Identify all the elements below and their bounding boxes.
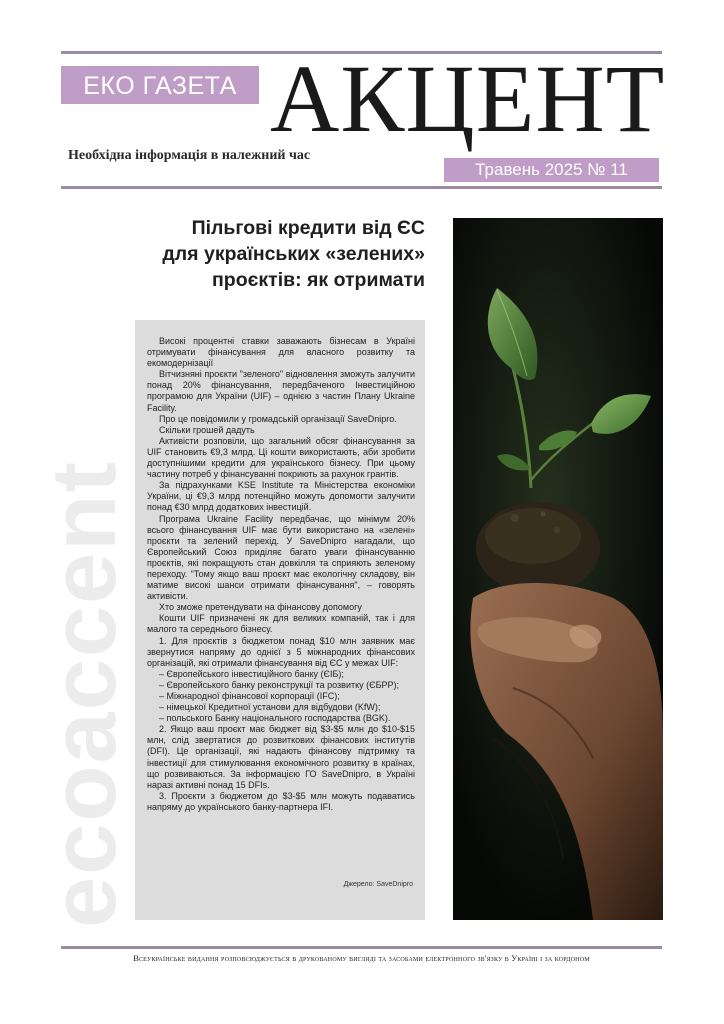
- masthead-title: АКЦЕНТ: [270, 45, 666, 152]
- footer-rule: [61, 946, 662, 949]
- article-paragraph: Вітчизняні проєкти "зеленого" відновлення зможуть залучити понад 20% фінансування, передбаченого Інвестиційною програмою для України (UIF) – однією з частин Плану Ukraine Facility.: [147, 369, 415, 413]
- article-paragraph: Про це повідомили у громадській організації SaveDnipro.: [159, 413, 397, 424]
- article-paragraph: 1. Для проєктів з бюджетом понад $10 млн заявник має звернутися напряму до однієї з 5 міжнародних фінансових організацій, які отримали фінансування від ЄС у межах UIF:: [147, 635, 415, 668]
- article-paragraph: Програма Ukraine Facility передбачає, що мінімум 20% всього фінансування UIF має бути використано на «зелені» проєкти та зелений перехід. У SaveDnipro нагадали, що Європейський Союз приділяє багато уваги фінансуванню проєктів, які покращують стан довкілля та сприяють зеленому переходу. "Тому якщо ваш проєкт має екологічну складову, він матиме високі шанси отримати фінансування", – говорять активісти.: [147, 513, 415, 602]
- header-rule: [61, 186, 662, 189]
- article-paragraph: За підрахунками KSE Institute та Міністерства економіки України, ці €9,3 млрд потенційно можуть допомогти залучити понад €30 млрд додаткових інвестицій.: [147, 480, 415, 513]
- list-item: – Європейського інвестиційного банку (ЄІБ);: [159, 668, 344, 679]
- article-paragraph: Активісти розповіли, що загальний обсяг фінансування за UIF становить €9,3 млрд. Ці кошти використають, аби зробити доступнішими кредити для українського бізнесу. При цьому частину потреб у фінансуванні покриють за рахунок грантів.: [147, 435, 415, 480]
- seedling-in-hand-photo: [453, 218, 663, 920]
- article-subheading: Скільки грошей дадуть: [159, 424, 255, 435]
- eco-gazeta-badge: ЕКО ГАЗЕТА: [61, 66, 259, 104]
- list-item: – польського Банку національного господарства (BGK).: [159, 713, 391, 724]
- source-credit: Джерело: SaveDnipro: [343, 881, 413, 888]
- headline-line: для українських «зелених»: [162, 243, 425, 265]
- article-paragraph: Кошти UIF призначені як для великих компаній, так і для малого та середнього бізнесу.: [147, 613, 415, 635]
- footer-note: Всеукраїнське видання розповсюджується в друкованому вигляді та засобами електронного зв'язку в Україні і за кордоном: [133, 954, 590, 963]
- list-item: – німецької Кредитної установи для відбудови (KfW);: [159, 702, 381, 713]
- list-item: – Міжнародної фінансової корпорації (IFC);: [159, 691, 340, 701]
- article-paragraph: 3. Проєкти з бюджетом до $3-$5 млн можуть подаватись напряму до українського банку-партнера IFI.: [147, 790, 415, 812]
- article-headline: [140, 215, 425, 293]
- article-paragraph: Високі процентні ставки заважають бізнесам в Україні отримувати фінансування для власного розвитку та екомодернізації: [147, 336, 415, 369]
- headline-line: проєктів: як отримати: [212, 269, 425, 291]
- seedling-in-hand-icon: [453, 218, 663, 920]
- tagline: Необхідна інформація в належний час: [68, 148, 311, 163]
- article-paragraph: 2. Якщо ваш проєкт має бюджет від $3-$5 млн до $10-$15 млн, слід звертатися до розвиткових фінансових інститутів (DFI). Це організації, які надають фінансову підтримку та інвестиції для стимулювання економічного розвитку в країнах, що розвиваються. За інформацією ГО SaveDnipro, в Україні наразі активні понад 15 DFIs.: [147, 724, 415, 790]
- article-subheading: Хто зможе претендувати на фінансову допомогу: [159, 602, 362, 613]
- article-panel: [135, 320, 425, 920]
- list-item: – Європейського банку реконструкції та розвитку (ЄБРР);: [159, 679, 400, 690]
- ecoaccent-watermark: ecoaccent: [33, 459, 135, 928]
- headline-line: Пільгові кредити від ЄС: [191, 217, 425, 239]
- issue-badge: Травень 2025 № 11: [444, 158, 659, 182]
